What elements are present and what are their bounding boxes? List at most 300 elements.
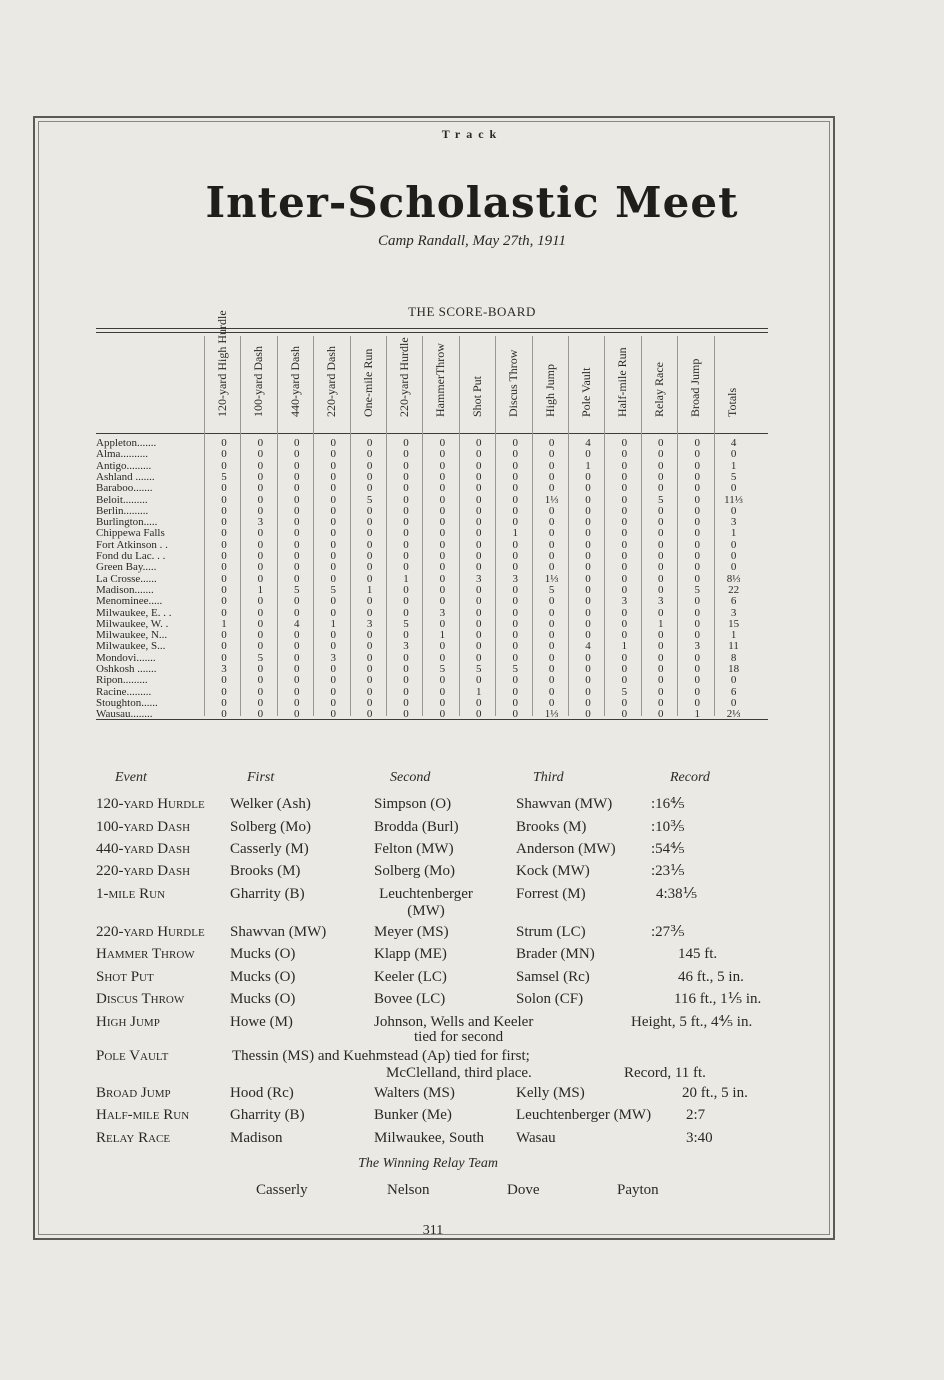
- team-name: Mondovi.......: [96, 652, 156, 664]
- event-record: :23⅕: [651, 863, 685, 879]
- score-cell: 0: [330, 493, 336, 506]
- score-cell: 0: [585, 516, 591, 529]
- score-cell: 0: [585, 606, 591, 619]
- score-cell: 0: [294, 527, 300, 540]
- team-name: Antigo.........: [96, 460, 152, 472]
- score-cell: 5: [257, 651, 264, 664]
- column-header: [277, 337, 313, 429]
- score-cell: 0: [694, 685, 700, 698]
- score-cell: 0: [694, 437, 700, 449]
- team-row: [96, 472, 776, 483]
- score-cell: 0: [330, 708, 336, 721]
- score-cell: 0: [585, 583, 591, 596]
- second-place: Milwaukee, South: [374, 1130, 484, 1146]
- score-cell: 0: [294, 448, 300, 461]
- score-cell: 0: [366, 663, 373, 675]
- score-cell: 0: [294, 516, 300, 529]
- score-cell: 0: [403, 504, 409, 517]
- score-cell: 3: [694, 640, 700, 653]
- score-cell: 0: [366, 561, 373, 574]
- score-cell: 3: [403, 640, 409, 653]
- results-header-third: Third: [533, 770, 564, 785]
- score-cell: 0: [658, 448, 664, 461]
- score-cell: 1⅓: [544, 572, 559, 585]
- first-place: Mucks (O): [230, 969, 296, 985]
- score-cell: 0: [257, 685, 264, 698]
- score-cell: 1: [476, 685, 482, 698]
- score-cell: 0: [548, 663, 555, 675]
- team-name: Madison.......: [96, 584, 154, 596]
- score-cell: 0: [221, 606, 227, 619]
- score-cell: 0: [548, 617, 555, 630]
- score-cell: 0: [512, 617, 518, 630]
- score-cell: 0: [585, 685, 591, 698]
- score-cell: 0: [403, 708, 409, 721]
- score-cell: 0: [403, 674, 409, 687]
- score-cell: 0: [512, 550, 518, 562]
- score-cell: 0: [658, 640, 664, 653]
- score-cell: 5: [403, 617, 409, 630]
- score-cell: 0: [221, 504, 227, 517]
- event-record: 145 ft.: [678, 946, 718, 962]
- score-cell: 0: [658, 550, 664, 562]
- team-name: Beloit.........: [96, 494, 148, 506]
- score-cell: 0: [621, 583, 628, 596]
- score-cell: 0: [658, 674, 664, 687]
- score-cell: 6: [730, 685, 737, 698]
- score-cell: 2⅓: [726, 708, 741, 721]
- first-place: Mucks (O): [230, 991, 296, 1007]
- column-header: [604, 337, 640, 429]
- score-cell: 0: [585, 538, 591, 551]
- event-name: 440-yard Dash: [96, 841, 191, 857]
- score-cell: 0: [439, 708, 446, 721]
- score-cell: 0: [294, 482, 300, 495]
- score-cell: 0: [512, 470, 518, 483]
- score-cell: 0: [548, 674, 555, 687]
- score-cell: 0: [476, 550, 482, 562]
- score-cell: 0: [548, 459, 555, 472]
- table-top-rule-2: [96, 332, 768, 333]
- score-cell: 0: [658, 651, 664, 664]
- score-cell: 0: [548, 595, 555, 608]
- event-name: 1-mile Run: [96, 886, 166, 902]
- score-cell: 0: [366, 640, 373, 653]
- score-cell: 0: [621, 629, 628, 642]
- score-cell: 0: [257, 504, 264, 517]
- score-cell: 0: [403, 685, 409, 698]
- score-cell: 0: [694, 651, 700, 664]
- score-cell: 0: [585, 482, 591, 495]
- score-cell: 0: [548, 504, 555, 517]
- score-cell: 0: [257, 550, 264, 562]
- score-cell: 0: [366, 651, 373, 664]
- team-name: Milwaukee, N...: [96, 630, 168, 642]
- page-number: 311: [422, 1223, 444, 1238]
- score-cell: 0: [257, 663, 264, 675]
- score-cell: 0: [403, 606, 409, 619]
- score-cell: 15: [728, 617, 740, 630]
- score-cell: 0: [730, 538, 737, 551]
- event-record: 116 ft., 1⅕ in.: [674, 991, 762, 1007]
- third-place: Leuchtenberger (MW): [516, 1107, 652, 1123]
- score-cell: 0: [439, 437, 446, 449]
- score-cell: 4: [294, 617, 300, 630]
- event-record: :27⅗: [651, 924, 685, 940]
- column-header: [459, 337, 495, 429]
- score-cell: 0: [294, 708, 300, 721]
- score-cell: 0: [366, 606, 373, 619]
- score-cell: 0: [585, 504, 591, 517]
- column-header: [714, 337, 750, 429]
- team-name: Milwaukee, E. . .: [96, 607, 172, 619]
- score-cell: 1: [330, 617, 336, 630]
- event-name: Relay Race: [96, 1130, 171, 1146]
- score-cell: 3: [221, 663, 227, 675]
- score-cell: 0: [221, 629, 227, 642]
- column-header-label: 440-yard Dash: [287, 346, 302, 417]
- score-cell: 1: [257, 583, 264, 596]
- team-row: [96, 630, 776, 641]
- score-cell: 0: [512, 459, 518, 472]
- score-cell: 0: [294, 538, 300, 551]
- team-row: [96, 641, 776, 652]
- column-header: [422, 337, 458, 429]
- score-cell: 4: [730, 437, 737, 449]
- third-place: Kock (MW): [516, 863, 590, 879]
- second-place: Meyer (MS): [374, 924, 449, 940]
- score-cell: 0: [294, 504, 300, 517]
- score-cell: 0: [658, 685, 664, 698]
- score-cell: 1⅓: [544, 708, 559, 721]
- score-cell: 0: [476, 538, 482, 551]
- score-cell: 0: [658, 572, 664, 585]
- score-cell: 0: [330, 437, 336, 449]
- score-cell: 0: [403, 550, 409, 562]
- team-name: Appleton.......: [96, 438, 157, 449]
- score-cell: 22: [728, 583, 740, 596]
- score-cell: 0: [476, 504, 482, 517]
- score-cell: 1: [585, 459, 591, 472]
- score-cell: 0: [439, 493, 446, 506]
- score-cell: 0: [221, 516, 227, 529]
- score-cell: 0: [476, 561, 482, 574]
- score-cell: 0: [294, 696, 300, 709]
- score-cell: 0: [439, 583, 446, 596]
- score-cell: 1: [730, 527, 737, 540]
- score-cell: 5: [439, 663, 446, 675]
- score-cell: 0: [439, 550, 446, 562]
- column-header: [568, 337, 604, 429]
- score-cell: 1: [512, 527, 518, 540]
- score-cell: 0: [221, 651, 227, 664]
- score-cell: 0: [694, 538, 700, 551]
- score-cell: 0: [221, 437, 227, 449]
- score-cell: 1: [730, 629, 737, 642]
- score-cell: 0: [221, 538, 227, 551]
- column-header: [532, 337, 568, 429]
- team-row: [96, 608, 776, 619]
- score-cell: 0: [730, 482, 737, 495]
- score-cell: 0: [330, 550, 336, 562]
- third-place: Forrest (M): [516, 886, 586, 902]
- table-top-rule: [96, 328, 768, 329]
- score-cell: 0: [330, 572, 336, 585]
- score-cell: 0: [694, 448, 700, 461]
- column-header-label: Half-mile Run: [615, 347, 630, 417]
- score-cell: 0: [548, 437, 555, 449]
- score-cell: 0: [694, 617, 700, 630]
- score-cell: 0: [366, 527, 373, 540]
- event-name: 100-yard Dash: [96, 819, 191, 835]
- score-cell: 0: [658, 606, 664, 619]
- score-cell: 0: [439, 561, 446, 574]
- score-cell: 0: [621, 696, 628, 709]
- team-row: [96, 483, 776, 494]
- score-cell: 0: [257, 493, 264, 506]
- relay-team-title: The Winning Relay Team: [358, 1156, 498, 1171]
- score-cell: 0: [221, 493, 227, 506]
- score-cell: 0: [403, 595, 409, 608]
- score-cell: 0: [221, 708, 227, 721]
- score-cell: 0: [257, 674, 264, 687]
- column-header: [386, 337, 422, 429]
- team-name: Green Bay.....: [96, 562, 157, 574]
- score-cell: 0: [366, 674, 373, 687]
- score-cell: 0: [548, 629, 555, 642]
- score-cell: 0: [694, 595, 700, 608]
- score-cell: 0: [658, 516, 664, 529]
- score-cell: 0: [366, 437, 373, 449]
- score-cell: 0: [512, 437, 518, 449]
- score-cell: 0: [730, 674, 737, 687]
- score-cell: 0: [476, 674, 482, 687]
- score-cell: 0: [512, 583, 518, 596]
- first-place: Mucks (O): [230, 946, 296, 962]
- third-place: Wasau: [516, 1130, 556, 1146]
- score-cell: 0: [439, 595, 446, 608]
- score-cell: 0: [294, 685, 300, 698]
- team-name: Milwaukee, S...: [96, 641, 166, 653]
- score-cell: 0: [294, 629, 300, 642]
- first-place: Brooks (M): [230, 863, 301, 879]
- score-cell: 0: [476, 459, 482, 472]
- score-cell: 0: [694, 572, 700, 585]
- third-place: Kelly (MS): [516, 1085, 585, 1101]
- event-name: Half-mile Run: [96, 1107, 190, 1123]
- score-cell: 0: [694, 550, 700, 562]
- column-header-label: 120-yard High Hurdle: [215, 310, 229, 417]
- score-cell: 11⅓: [724, 493, 744, 506]
- score-cell: 0: [585, 617, 591, 630]
- score-cell: 0: [585, 595, 591, 608]
- score-cell: 0: [621, 482, 628, 495]
- score-cell: 0: [330, 516, 336, 529]
- score-cell: 0: [330, 629, 336, 642]
- second-place: Walters (MS): [374, 1085, 455, 1101]
- relay-member: Casserly: [256, 1182, 308, 1198]
- score-cell: 0: [294, 674, 300, 687]
- page-subtitle: Camp Randall, May 27th, 1911: [377, 233, 567, 249]
- score-cell: 0: [403, 448, 409, 461]
- team-row: [96, 698, 776, 709]
- score-cell: 0: [403, 663, 409, 675]
- score-cell: 5: [694, 583, 700, 596]
- team-row: [96, 619, 776, 630]
- score-cell: 3: [730, 606, 737, 619]
- score-cell: 5: [366, 493, 373, 506]
- score-cell: 0: [585, 561, 591, 574]
- score-cell: 0: [366, 629, 373, 642]
- score-cell: 0: [476, 696, 482, 709]
- score-cell: 0: [403, 629, 409, 642]
- score-cell: 0: [548, 606, 555, 619]
- score-cell: 0: [548, 516, 555, 529]
- score-cell: 0: [366, 470, 373, 483]
- event-record: 4:38⅕: [656, 886, 698, 902]
- score-cell: 0: [694, 674, 700, 687]
- first-place: Gharrity (B): [230, 886, 305, 902]
- score-cell: 0: [658, 470, 664, 483]
- score-cell: 0: [621, 550, 628, 562]
- column-header-label: High Jump: [542, 363, 557, 417]
- score-cell: 0: [221, 640, 227, 653]
- score-cell: 0: [476, 640, 482, 653]
- column-header: [677, 337, 713, 429]
- first-place: Gharrity (B): [230, 1107, 305, 1123]
- score-cell: 1: [694, 708, 700, 721]
- score-cell: 1: [366, 583, 373, 596]
- event-record: 2:7: [686, 1107, 706, 1123]
- score-cell: 0: [512, 504, 518, 517]
- score-cell: 0: [294, 606, 300, 619]
- score-cell: 0: [512, 629, 518, 642]
- team-row: [96, 574, 776, 585]
- results-header-second: Second: [390, 770, 431, 785]
- event-record: :54⅘: [651, 841, 685, 857]
- third-place: Samsel (Rc): [516, 969, 590, 985]
- score-cell: 0: [366, 685, 373, 698]
- score-cell: 0: [512, 561, 518, 574]
- score-cell: 3: [730, 516, 737, 529]
- score-cell: 0: [621, 504, 628, 517]
- score-cell: 0: [294, 663, 300, 675]
- score-cell: 0: [512, 448, 518, 461]
- score-cell: 5: [476, 663, 482, 675]
- score-cell: 0: [585, 651, 591, 664]
- score-cell: 0: [658, 629, 664, 642]
- event-record: 3:40: [686, 1130, 713, 1146]
- score-cell: 0: [658, 583, 664, 596]
- column-header-label: Shot Put: [469, 375, 484, 417]
- score-cell: 0: [621, 617, 628, 630]
- score-cell: 0: [548, 561, 555, 574]
- score-cell: 0: [548, 651, 555, 664]
- team-name: Fort Atkinson . .: [96, 539, 168, 551]
- score-cell: 0: [730, 561, 737, 574]
- score-cell: 0: [330, 561, 336, 574]
- score-cell: 0: [294, 437, 300, 449]
- score-cell: 0: [730, 696, 737, 709]
- score-cell: 0: [621, 470, 628, 483]
- score-cell: 0: [621, 459, 628, 472]
- second-place: Johnson, Wells and Keeler: [374, 1014, 534, 1030]
- score-cell: 0: [585, 470, 591, 483]
- score-cell: 0: [403, 482, 409, 495]
- column-header-label: Pole Vault: [579, 367, 593, 417]
- score-cell: 0: [257, 482, 264, 495]
- score-cell: 0: [366, 482, 373, 495]
- score-cell: 0: [330, 696, 336, 709]
- score-cell: 5: [512, 663, 518, 675]
- score-cell: 0: [658, 561, 664, 574]
- score-cell: 0: [257, 561, 264, 574]
- score-cell: 0: [694, 516, 700, 529]
- column-header-label: One-mile Run: [360, 348, 375, 417]
- score-cell: 6: [730, 595, 737, 608]
- score-cell: 0: [658, 663, 664, 675]
- team-name: Ashland .......: [96, 471, 155, 483]
- first-place: Welker (Ash): [230, 796, 311, 812]
- score-cell: 5: [294, 583, 300, 596]
- score-cell: 5: [221, 470, 227, 483]
- score-cell: 0: [403, 651, 409, 664]
- first-place: Casserly (M): [230, 841, 309, 857]
- event-record: :16⅘: [651, 796, 685, 812]
- team-name: Oshkosh .......: [96, 664, 157, 675]
- score-cell: 0: [439, 538, 446, 551]
- score-cell: 1: [658, 617, 664, 630]
- score-cell: 0: [730, 448, 737, 461]
- score-cell: 0: [658, 437, 664, 449]
- score-cell: 0: [476, 482, 482, 495]
- first-place: Thessin (MS) and Kuehmstead (Ap) tied for first;: [232, 1048, 530, 1064]
- score-cell: 0: [694, 504, 700, 517]
- score-cell: 0: [585, 550, 591, 562]
- score-cell: 5: [330, 583, 336, 596]
- third-place: Solon (CF): [516, 991, 584, 1007]
- score-cell: 11: [728, 640, 739, 653]
- score-cell: 0: [476, 583, 482, 596]
- team-row: [96, 687, 776, 698]
- score-cell: 0: [294, 459, 300, 472]
- score-cell: 5: [548, 583, 555, 596]
- score-cell: 0: [330, 470, 336, 483]
- score-cell: 0: [694, 482, 700, 495]
- first-place: Howe (M): [230, 1014, 293, 1030]
- team-row: [96, 585, 776, 596]
- score-cell: 0: [476, 595, 482, 608]
- column-header: [495, 337, 531, 429]
- score-cell: 1: [730, 459, 737, 472]
- column-header-label: Totals: [724, 387, 739, 417]
- event-name: High Jump: [96, 1014, 160, 1030]
- score-cell: 0: [257, 437, 264, 449]
- team-name: Fond du Lac. . .: [96, 551, 166, 562]
- score-cell: 0: [294, 493, 300, 506]
- event-record: 46 ft., 5 in.: [678, 969, 744, 985]
- score-cell: 0: [403, 459, 409, 472]
- score-cell: 0: [439, 504, 446, 517]
- team-name: Burlington.....: [96, 517, 158, 529]
- score-cell: 0: [658, 504, 664, 517]
- score-cell: 0: [585, 663, 591, 675]
- team-row: [96, 461, 776, 472]
- third-place-note: McClelland, third place.: [386, 1065, 532, 1081]
- score-cell: 5: [730, 470, 737, 483]
- score-cell: 0: [366, 550, 373, 562]
- team-row: [96, 562, 776, 573]
